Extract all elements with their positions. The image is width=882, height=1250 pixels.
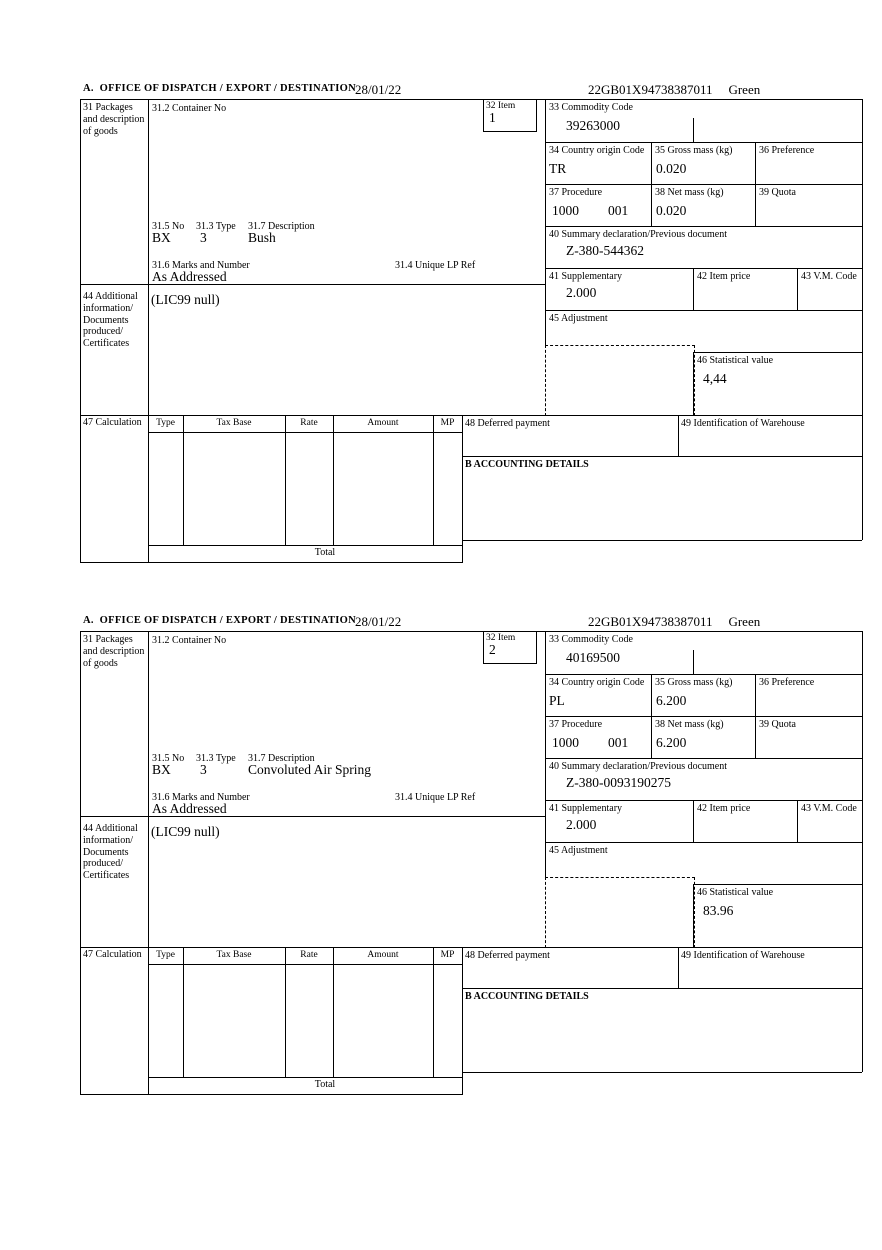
calculation-label: 47 Calculation (83, 949, 142, 960)
line (285, 415, 286, 545)
commodity-code-label: 33 Commodity Code (549, 102, 633, 113)
country-origin-value: PL (549, 693, 565, 708)
line (462, 1072, 862, 1073)
item-price-label: 42 Item price (697, 803, 751, 814)
description-label: 31.7 Description (248, 753, 315, 764)
line (148, 99, 149, 562)
line (545, 99, 546, 345)
line (148, 1077, 462, 1078)
line (148, 545, 462, 546)
procedure-value-1: 1000 (552, 735, 579, 750)
warehouse-id-label: 49 Identification of Warehouse (681, 950, 805, 961)
line (80, 99, 81, 562)
office-of-dispatch-heading: A. OFFICE OF DISPATCH / EXPORT / DESTINATION (83, 615, 357, 626)
adjustment-dashed-area (545, 345, 695, 416)
additional-info-label: 44 Additional information/ Documents produced/ Certificates (83, 291, 138, 350)
col-amount-header: Amount (367, 418, 399, 428)
procedure-value-1: 1000 (552, 203, 579, 218)
line (797, 800, 798, 842)
line (693, 268, 694, 310)
line (80, 816, 545, 817)
dispatch-date: 28/01/22 (355, 614, 402, 629)
total-label: Total (314, 1079, 336, 1090)
line (545, 226, 862, 227)
line (693, 118, 694, 142)
procedure-label: 37 Procedure (549, 187, 603, 198)
marks-label: 31.6 Marks and Number (152, 260, 250, 271)
package-no-label: 31.5 No (152, 221, 185, 232)
line (183, 947, 184, 1077)
item-label: 32 Item (486, 633, 516, 643)
summary-declaration-label: 40 Summary declaration/Previous document (549, 229, 728, 240)
declaration-item-block-1 (0, 82, 882, 582)
container-no-label: 31.2 Container No (152, 635, 227, 646)
summary-declaration-label: 40 Summary declaration/Previous document (549, 761, 728, 772)
line (862, 99, 863, 540)
line (462, 988, 862, 989)
line (80, 99, 863, 100)
line (462, 456, 862, 457)
statistical-value: 4,44 (703, 371, 727, 386)
line (755, 142, 756, 226)
statistical-value-label: 46 Statistical value (697, 887, 774, 898)
line (333, 947, 334, 1077)
line (545, 310, 862, 311)
line (545, 142, 862, 143)
col-tax-base-header: Tax Base (216, 418, 252, 428)
line (651, 674, 652, 758)
gross-mass-label: 35 Gross mass (kg) (655, 145, 733, 156)
procedure-label: 37 Procedure (549, 719, 603, 730)
commodity-code-value: 39263000 (566, 118, 620, 133)
package-no-value: BX (152, 762, 171, 777)
marks-value: As Addressed (152, 801, 227, 816)
deferred-payment-label: 48 Deferred payment (465, 418, 550, 429)
net-mass-value: 0.020 (656, 203, 687, 218)
line (462, 540, 862, 541)
container-no-label: 31.2 Container No (152, 103, 227, 114)
adjustment-dashed-area (545, 877, 695, 948)
package-no-value: BX (152, 230, 171, 245)
additional-info-value: (LIC99 null) (151, 824, 220, 839)
quota-label: 39 Quota (759, 187, 796, 198)
gross-mass-value: 0.020 (656, 161, 687, 176)
line (693, 650, 694, 674)
dispatch-date: 28/01/22 (355, 82, 402, 97)
net-mass-value: 6.200 (656, 735, 687, 750)
col-rate-header: Rate (300, 418, 318, 428)
quota-label: 39 Quota (759, 719, 796, 730)
summary-declaration-value: Z-380-0093190275 (566, 775, 671, 790)
net-mass-label: 38 Net mass (kg) (655, 187, 724, 198)
gross-mass-value: 6.200 (656, 693, 687, 708)
reference-number: 22GB01X94738387011 (588, 614, 713, 629)
country-origin-label: 34 Country origin Code (549, 677, 645, 688)
preference-label: 36 Preference (759, 677, 815, 688)
line (80, 562, 463, 563)
col-type-header: Type (156, 950, 175, 960)
routing-status: Green (728, 614, 761, 629)
marks-value: As Addressed (152, 269, 227, 284)
accounting-details-label: B ACCOUNTING DETAILS (465, 459, 589, 470)
additional-info-value: (LIC99 null) (151, 292, 220, 307)
package-type-label: 31.3 Type (196, 221, 236, 232)
statistical-value: 83.96 (703, 903, 734, 918)
line (678, 415, 679, 456)
commodity-code-label: 33 Commodity Code (549, 634, 633, 645)
item-number-value: 1 (489, 110, 496, 125)
net-mass-label: 38 Net mass (kg) (655, 719, 724, 730)
line (651, 142, 652, 226)
declaration-item-block-2 (0, 614, 882, 1114)
package-type-value: 3 (200, 230, 207, 245)
adjustment-label: 45 Adjustment (549, 313, 608, 324)
country-origin-label: 34 Country origin Code (549, 145, 645, 156)
vm-code-label: 43 V.M. Code (801, 271, 857, 282)
deferred-payment-label: 48 Deferred payment (465, 950, 550, 961)
line (433, 415, 434, 545)
package-type-label: 31.3 Type (196, 753, 236, 764)
line (333, 415, 334, 545)
preference-label: 36 Preference (759, 145, 815, 156)
marks-label: 31.6 Marks and Number (152, 792, 250, 803)
line (433, 947, 434, 1077)
procedure-value-2: 001 (608, 203, 629, 218)
line (183, 415, 184, 545)
description-label: 31.7 Description (248, 221, 315, 232)
line (678, 947, 679, 988)
col-mp-header: MP (440, 418, 455, 428)
line (797, 268, 798, 310)
accounting-details-label: B ACCOUNTING DETAILS (465, 991, 589, 1002)
item-label: 32 Item (486, 101, 516, 111)
col-type-header: Type (156, 418, 175, 428)
declaration-reference (588, 82, 760, 98)
line (693, 800, 694, 842)
line (545, 674, 862, 675)
line (80, 1094, 463, 1095)
gross-mass-label: 35 Gross mass (kg) (655, 677, 733, 688)
supplementary-label: 41 Supplementary (549, 271, 623, 282)
packages-label: 31 Packages and description of goods (83, 634, 145, 669)
packages-label: 31 Packages and description of goods (83, 102, 145, 137)
line (545, 716, 862, 717)
declaration-reference (588, 614, 760, 630)
calculation-label: 47 Calculation (83, 417, 142, 428)
supplementary-value: 2.000 (566, 817, 597, 832)
line (148, 631, 149, 1094)
line (545, 268, 862, 269)
line (80, 284, 545, 285)
country-origin-value: TR (549, 161, 567, 176)
line (285, 947, 286, 1077)
line (148, 964, 462, 965)
line (148, 432, 462, 433)
col-rate-header: Rate (300, 950, 318, 960)
line (862, 631, 863, 1072)
col-mp-header: MP (440, 950, 455, 960)
procedure-value-2: 001 (608, 735, 629, 750)
vm-code-label: 43 V.M. Code (801, 803, 857, 814)
routing-status: Green (728, 82, 761, 97)
line (80, 631, 81, 1094)
unique-lp-ref-label: 31.4 Unique LP Ref (395, 260, 476, 271)
description-value: Bush (248, 230, 276, 245)
description-value: Convoluted Air Spring (248, 762, 372, 777)
item-number-value: 2 (489, 642, 496, 657)
col-tax-base-header: Tax Base (216, 950, 252, 960)
line (80, 631, 863, 632)
reference-number: 22GB01X94738387011 (588, 82, 713, 97)
col-amount-header: Amount (367, 950, 399, 960)
adjustment-label: 45 Adjustment (549, 845, 608, 856)
line (545, 758, 862, 759)
summary-declaration-value: Z-380-544362 (566, 243, 644, 258)
line (545, 184, 862, 185)
supplementary-label: 41 Supplementary (549, 803, 623, 814)
item-price-label: 42 Item price (697, 271, 751, 282)
line (545, 800, 862, 801)
total-label: Total (314, 547, 336, 558)
package-no-label: 31.5 No (152, 753, 185, 764)
additional-info-label: 44 Additional information/ Documents produced/ Certificates (83, 823, 138, 882)
line (545, 842, 862, 843)
unique-lp-ref-label: 31.4 Unique LP Ref (395, 792, 476, 803)
package-type-value: 3 (200, 762, 207, 777)
line (545, 631, 546, 877)
line (755, 674, 756, 758)
supplementary-value: 2.000 (566, 285, 597, 300)
warehouse-id-label: 49 Identification of Warehouse (681, 418, 805, 429)
office-of-dispatch-heading: A. OFFICE OF DISPATCH / EXPORT / DESTINATION (83, 83, 357, 94)
statistical-value-label: 46 Statistical value (697, 355, 774, 366)
commodity-code-value: 40169500 (566, 650, 620, 665)
